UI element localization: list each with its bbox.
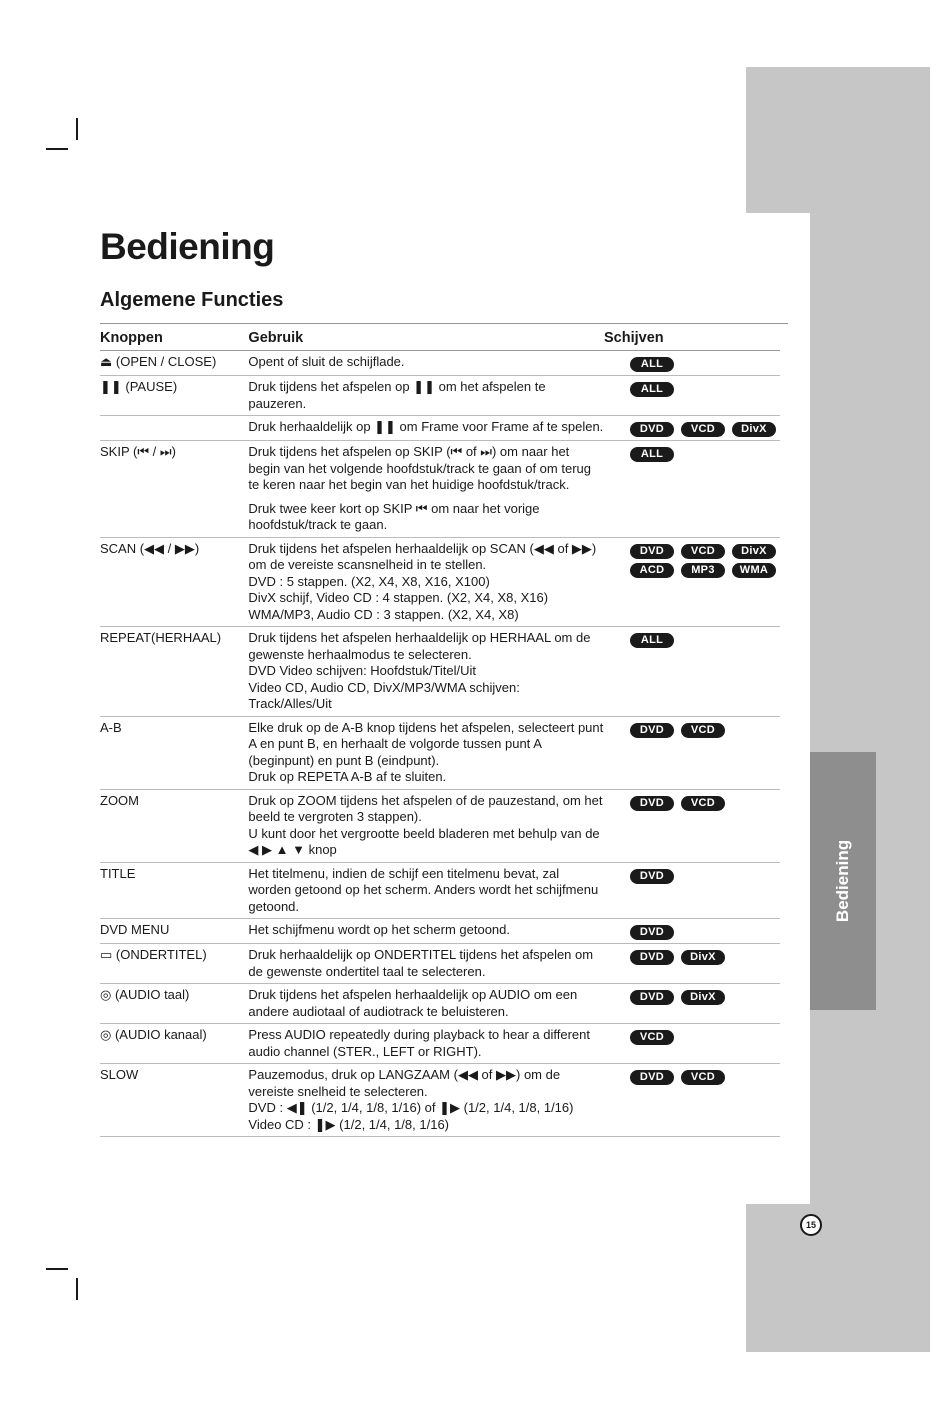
disc-badge: DivX bbox=[681, 990, 725, 1005]
disc-badge: DVD bbox=[630, 796, 674, 811]
disc-cell bbox=[604, 1064, 780, 1137]
crop-mark bbox=[46, 1268, 68, 1270]
usage-cell bbox=[248, 441, 604, 538]
button-name: SKIP (⏮ / ⏭) bbox=[100, 441, 248, 538]
table-row bbox=[100, 716, 780, 789]
disc-badge: VCD bbox=[630, 1030, 674, 1045]
usage-text: Druk tijdens het afspelen op SKIP (⏮ of ⏭) om naar het begin van het volgende hoofdstuk/track te gaan of om terug te keren naar het begin van het huidige hoofdstuk/track. bbox=[248, 444, 591, 492]
disc-badge: MP3 bbox=[681, 563, 725, 578]
button-name: ▭ (ONDERTITEL) bbox=[100, 944, 248, 984]
disc-badge: VCD bbox=[681, 723, 725, 738]
disc-badge: DVD bbox=[630, 869, 674, 884]
usage-cell bbox=[248, 984, 604, 1024]
usage-cell bbox=[248, 789, 604, 862]
usage-text: Elke druk op de A-B knop tijdens het afspelen, selecteert punt A en punt B, en herhaalt de volgorde tussen punt A (beginpunt) en punt B (eindpunt). Druk op REPETA A-B af te sluiten. bbox=[248, 719, 604, 784]
button-name: ❚❚ (PAUSE) bbox=[100, 376, 248, 416]
disc-cell bbox=[604, 984, 780, 1024]
table-row bbox=[100, 919, 780, 944]
table-row bbox=[100, 789, 780, 862]
table-row bbox=[100, 351, 780, 376]
usage-text: Pauzemodus, druk op LANGZAAM (◀◀ of ▶▶) om de vereiste snelheid te selecteren. DVD : ◀❚ (1/2, 1/4, 1/8, 1/16) of ❚▶ (1/2, 1/4, 1/8, 1/16) Video CD : ❚▶ (1/2, 1/4, 1/8, 1/16) bbox=[248, 1067, 574, 1132]
button-name: TITLE bbox=[100, 862, 248, 919]
header-gebruik: Gebruik bbox=[248, 326, 604, 351]
usage-cell bbox=[248, 1024, 604, 1064]
table-row bbox=[100, 862, 780, 919]
button-name bbox=[100, 416, 248, 441]
disc-badge: ALL bbox=[630, 357, 674, 372]
table-header-row bbox=[100, 326, 780, 351]
disc-badge: DVD bbox=[630, 723, 674, 738]
disc-badge: VCD bbox=[681, 796, 725, 811]
usage-text: Druk tijdens het afspelen op ❚❚ om het afspelen te pauzeren. bbox=[248, 379, 546, 411]
usage-cell bbox=[248, 944, 604, 984]
disc-cell bbox=[604, 441, 780, 538]
disc-cell bbox=[604, 376, 780, 416]
usage-cell bbox=[248, 351, 604, 376]
disc-cell bbox=[604, 944, 780, 984]
table-row bbox=[100, 537, 780, 627]
side-bar-top bbox=[746, 67, 930, 213]
disc-badge: DVD bbox=[630, 950, 674, 965]
section-title: Algemene Functies bbox=[100, 289, 284, 311]
disc-badge: VCD bbox=[681, 422, 725, 437]
table-row bbox=[100, 944, 780, 984]
usage-text: Het schijfmenu wordt op het scherm getoond. bbox=[248, 922, 511, 937]
section-tab-label: Bediening bbox=[833, 839, 852, 923]
disc-cell bbox=[604, 789, 780, 862]
table-row bbox=[100, 984, 780, 1024]
button-name: ◎ (AUDIO kanaal) bbox=[100, 1024, 248, 1064]
usage-text: Druk tijdens het afspelen herhaaldelijk op HERHAAL om de gewenste herhaalmodus te selecteren. DVD Video schijven: Hoofdstuk/Titel/Uit Video CD, Audio CD, DivX/MP3/WMA schijven: Track/Alles/Uit bbox=[248, 630, 591, 711]
table-row bbox=[100, 1064, 780, 1137]
disc-cell bbox=[604, 919, 780, 944]
button-name: A-B bbox=[100, 716, 248, 789]
button-name: SLOW bbox=[100, 1064, 248, 1137]
button-name: REPEAT(HERHAAL) bbox=[100, 627, 248, 717]
usage-text: Het titelmenu, indien de schijf een titelmenu bevat, zal worden getoond op het scherm. Anders wordt het schijfmenu getoond. bbox=[248, 865, 599, 914]
disc-badge: DVD bbox=[630, 544, 674, 559]
table-row bbox=[100, 1024, 780, 1064]
usage-cell bbox=[248, 416, 604, 441]
disc-cell bbox=[604, 716, 780, 789]
side-bar bbox=[810, 213, 930, 1204]
table-row bbox=[100, 441, 780, 538]
disc-badge: VCD bbox=[681, 544, 725, 559]
usage-text: Druk twee keer kort op SKIP ⏮ om naar het vorige hoofdstuk/track te gaan. bbox=[248, 500, 540, 532]
usage-cell bbox=[248, 716, 604, 789]
usage-text: Druk tijdens het afspelen herhaaldelijk op AUDIO om een andere audiotaal of audiotrack te beluisteren. bbox=[248, 987, 578, 1019]
disc-cell bbox=[604, 537, 780, 627]
usage-text: Opent of sluit de schijflade. bbox=[248, 354, 405, 369]
table-row bbox=[100, 416, 780, 441]
side-bar-bottom bbox=[746, 1204, 930, 1352]
disc-badge: ALL bbox=[630, 633, 674, 648]
usage-text: Druk herhaaldelijk op ONDERTITEL tijdens het afspelen om de gewenste ondertitel taal te selecteren. bbox=[248, 947, 594, 979]
usage-cell bbox=[248, 862, 604, 919]
usage-text: Druk op ZOOM tijdens het afspelen of de pauzestand, om het beeld te vergroten 3 stappen). U kunt door het vergrootte beeld bladeren met behulp van de ◀ ▶ ▲ ▼ knop bbox=[248, 792, 603, 857]
disc-badge: VCD bbox=[681, 1070, 725, 1085]
header-knoppen: Knoppen bbox=[100, 326, 248, 351]
disc-cell bbox=[604, 862, 780, 919]
header-schijven: Schijven bbox=[604, 326, 780, 351]
usage-cell bbox=[248, 627, 604, 717]
disc-cell bbox=[604, 1024, 780, 1064]
button-name: ZOOM bbox=[100, 789, 248, 862]
table-body bbox=[100, 351, 780, 1137]
button-name: SCAN (◀◀ / ▶▶) bbox=[100, 537, 248, 627]
disc-cell bbox=[604, 416, 780, 441]
page-number: 15 bbox=[800, 1214, 822, 1236]
disc-badge: DVD bbox=[630, 422, 674, 437]
divider bbox=[100, 323, 788, 324]
disc-badge: DVD bbox=[630, 1070, 674, 1085]
usage-text: Druk tijdens het afspelen herhaaldelijk op SCAN (◀◀ of ▶▶) om de vereiste scansnelheid in te stellen. DVD : 5 stappen. (X2, X4, X8, X16, X100) DivX schijf, Video CD : 4 stappen. (X2, X4, X8, X16) WMA/MP3, Audio CD : 3 stappen. (X2, X4, X8) bbox=[248, 540, 597, 622]
usage-cell bbox=[248, 376, 604, 416]
crop-mark bbox=[76, 118, 78, 140]
usage-cell bbox=[248, 1064, 604, 1137]
disc-badge: DVD bbox=[630, 990, 674, 1005]
disc-cell bbox=[604, 351, 780, 376]
disc-cell bbox=[604, 627, 780, 717]
disc-badge: DivX bbox=[681, 950, 725, 965]
disc-badge: ACD bbox=[630, 563, 674, 578]
usage-cell bbox=[248, 919, 604, 944]
usage-cell bbox=[248, 537, 604, 627]
crop-mark bbox=[76, 1278, 78, 1300]
button-name: ◎ (AUDIO taal) bbox=[100, 984, 248, 1024]
disc-badge: WMA bbox=[732, 563, 776, 578]
crop-mark bbox=[46, 148, 68, 150]
disc-badge: DVD bbox=[630, 925, 674, 940]
table-row bbox=[100, 627, 780, 717]
page-title: Bediening bbox=[100, 226, 275, 267]
button-name: ⏏ (OPEN / CLOSE) bbox=[100, 351, 248, 376]
usage-text: Druk herhaaldelijk op ❚❚ om Frame voor Frame af te spelen. bbox=[248, 419, 604, 434]
disc-badge: DivX bbox=[732, 422, 776, 437]
table-row bbox=[100, 376, 780, 416]
button-name: DVD MENU bbox=[100, 919, 248, 944]
disc-badge: ALL bbox=[630, 382, 674, 397]
disc-badge: ALL bbox=[630, 447, 674, 462]
usage-text: Press AUDIO repeatedly during playback to hear a different audio channel (STER., LEFT or RIGHT). bbox=[248, 1027, 590, 1059]
disc-badge: DivX bbox=[732, 544, 776, 559]
functions-table bbox=[100, 326, 780, 1137]
